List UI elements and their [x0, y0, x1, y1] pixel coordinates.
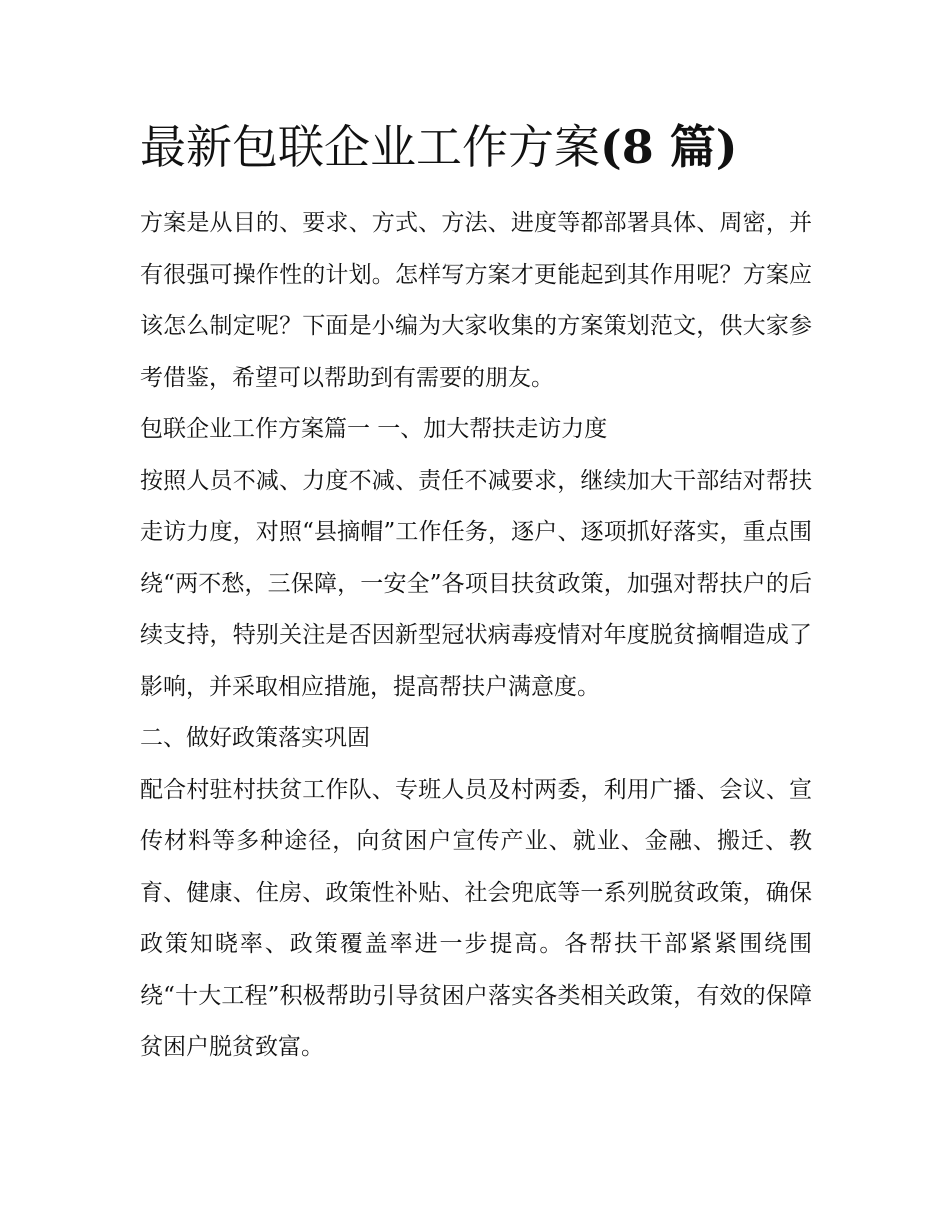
title-text: 最新包联企业工作方案: [140, 120, 600, 174]
document-body: [140, 198, 812, 1074]
paragraph-heading-2: 二、做好政策落实巩固: [140, 725, 370, 751]
title-count: (8 篇): [600, 120, 738, 174]
paragraph-policy: 配合村驻村扶贫工作队、专班人员及村两委，利用广播、会议、宣传材料等多种途径，向贫困户宣传产业、就业、金融、搬迁、教育、健康、住房、政策性补贴、社会兜底等一系列脱贫政策，确保政策知晓率、政策覆盖率进一步提高。各帮扶干部紧紧围绕围绕“十大工程”积极帮助引导贫困户落实各类相关政策，有效的保障贫困户脱贫致富。: [140, 776, 812, 1060]
paragraph-visit: 按照人员不减、力度不减、责任不减要求，继续加大干部结对帮扶走访力度，对照“县摘帽”工作任务，逐户、逐项抓好落实，重点围绕“两不愁，三保障，一安全”各项目扶贫政策，加强对帮扶户的后续支持，特别关注是否因新型冠状病毒疫情对年度脱贫摘帽造成了影响，并采取相应措施，提高帮扶户满意度。: [140, 467, 812, 700]
paragraph-intro: 方案是从目的、要求、方式、方法、进度等都部署具体、周密，并有很强可操作性的计划。怎样写方案才更能起到其作用呢？方案应该怎么制定呢？下面是小编为大家收集的方案策划范文，供大家参考借鉴，希望可以帮助到有需要的朋友。: [140, 210, 812, 391]
paragraph-heading-1: 包联企业工作方案篇一 一、加大帮扶走访力度: [140, 416, 608, 442]
document-title: [140, 112, 738, 182]
